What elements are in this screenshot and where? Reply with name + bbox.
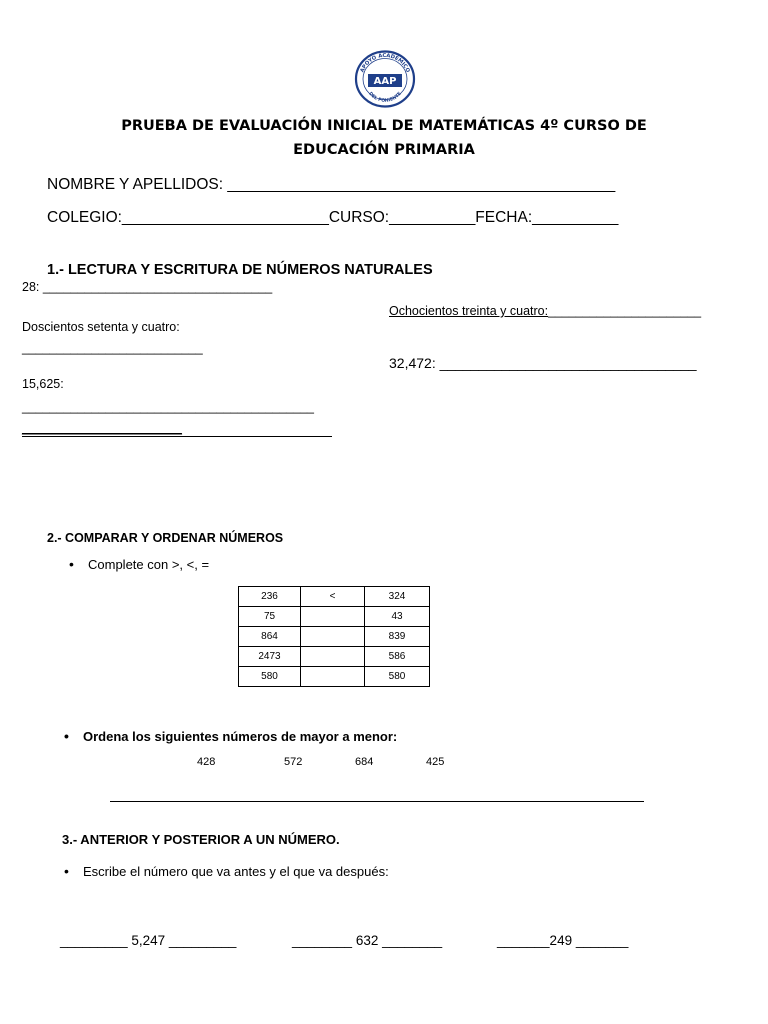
item-834-label: Ochocientos treinta y cuatro: xyxy=(389,304,549,318)
table-cell: 864 xyxy=(239,627,301,647)
order-number: 425 xyxy=(426,756,445,768)
school-logo xyxy=(354,50,416,108)
order-number: 684 xyxy=(355,756,374,768)
item-32472: 32,472: _________________________________ xyxy=(389,355,697,371)
section3-heading: 3.- ANTERIOR Y POSTERIOR A UN NÚMERO. xyxy=(62,832,340,847)
before-after-instruction: • Escribe el número que va antes y el que va después: xyxy=(83,864,389,879)
section1-heading: 1.- LECTURA Y ESCRITURA DE NÚMEROS NATURALES xyxy=(47,262,433,278)
section2-heading: 2.- COMPARAR Y ORDENAR NÚMEROS xyxy=(47,531,284,545)
order-number: 572 xyxy=(284,756,303,768)
item-15625-line1: __________________________________________ xyxy=(22,400,314,414)
table-row xyxy=(239,587,430,607)
item-834-row xyxy=(389,304,701,318)
table-cell-answer[interactable] xyxy=(301,607,365,627)
item-834-line: ______________________ xyxy=(548,304,702,318)
order-number: 428 xyxy=(197,756,216,768)
item-15625-label: 15,625: xyxy=(22,377,64,391)
logo-mark: AAP xyxy=(373,76,397,87)
name-field: NOMBRE Y APELLIDOS: _____________________________________________ xyxy=(47,176,616,193)
logo-top-text: APOYO ACADÉMICO xyxy=(359,52,411,74)
order-instruction: • Ordena los siguientes números de mayor a menor: xyxy=(83,729,397,744)
table-row xyxy=(239,607,430,627)
before-after-item: ________ 632 ________ xyxy=(292,933,443,948)
table-row xyxy=(239,647,430,667)
school-field-row: COLEGIO:________________________CURSO:__________FECHA:__________ xyxy=(47,209,619,226)
table-cell: 580 xyxy=(239,667,301,687)
compare-table xyxy=(238,586,430,687)
table-cell: 75 xyxy=(239,607,301,627)
table-cell-answer[interactable]: < xyxy=(301,587,365,607)
table-cell: 580 xyxy=(365,667,430,687)
table-cell-answer[interactable] xyxy=(301,627,365,647)
table-cell: 839 xyxy=(365,627,430,647)
table-row xyxy=(239,627,430,647)
table-cell: 2473 xyxy=(239,647,301,667)
table-cell: 586 xyxy=(365,647,430,667)
compare-instruction: • Complete con >, <, = xyxy=(88,557,209,572)
table-cell-answer[interactable] xyxy=(301,647,365,667)
page-title-line1: PRUEBA DE EVALUACIÓN INICIAL DE MATEMÁTICAS 4º CURSO DE xyxy=(121,118,647,134)
item-15625-underline xyxy=(22,436,332,437)
before-after-item: _________ 5,247 _________ xyxy=(60,933,237,948)
table-cell-answer[interactable] xyxy=(301,667,365,687)
order-answer-line[interactable] xyxy=(110,801,644,802)
logo-bottom-text: DEL PONIENTE xyxy=(367,91,403,104)
table-cell: 43 xyxy=(365,607,430,627)
item-274-line: __________________________ xyxy=(22,341,203,355)
item-274-label: Doscientos setenta y cuatro: xyxy=(22,320,180,334)
item-28: 28: _________________________________ xyxy=(22,280,273,294)
item-15625-line2: _______________________ xyxy=(22,421,182,435)
table-cell: 236 xyxy=(239,587,301,607)
page-title-line2: EDUCACIÓN PRIMARIA xyxy=(293,142,475,158)
table-cell: 324 xyxy=(365,587,430,607)
table-row xyxy=(239,667,430,687)
before-after-item: _______249 _______ xyxy=(497,933,629,948)
